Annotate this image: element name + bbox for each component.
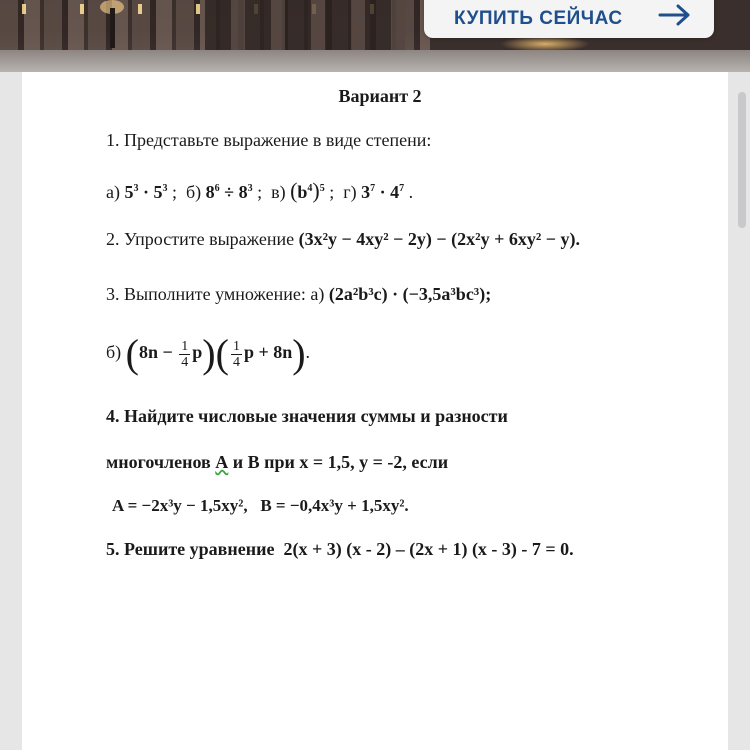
task-1a-label: а) — [106, 182, 120, 202]
buy-now-button[interactable] — [424, 0, 714, 38]
arrow-right-icon — [658, 4, 692, 26]
vertical-scrollbar[interactable] — [738, 92, 746, 228]
task-1b-label: б) — [186, 182, 202, 202]
task-1b-expr: $8^6 \div 8^3$ — [205, 182, 253, 202]
task-3b: б) (8n − $\frac{1}{4}$ p)( $\frac{1}{4}$ p + 8n). — [106, 331, 311, 376]
task-2-expr: (3x²y − 4xy² − 2y) − (2x²y + 6xy² − y). — [298, 229, 580, 249]
task-3b-label: б) — [106, 342, 122, 363]
task-1c-label: в) — [271, 182, 286, 202]
task-3b-term: 8n − — [138, 342, 173, 363]
polynomial-A: A = −2x³y − 1,5xy², — [112, 496, 248, 515]
document-page — [22, 72, 728, 750]
viewer-margin-left — [0, 72, 22, 750]
spellcheck-underline-A: А — [215, 452, 229, 472]
task-4-polynomials — [112, 496, 409, 516]
polynomial-B: B = −0,4x³y + 1,5xy². — [260, 496, 409, 515]
period: . — [305, 342, 311, 363]
task-2-heading: 2. Упростите выражение — [106, 229, 295, 249]
task-2 — [106, 229, 580, 250]
task-3a-expr: (2a²b³c) · (−3,5a³bc³); — [328, 284, 492, 304]
task-3b-term: p — [192, 342, 203, 363]
task-1-items — [106, 178, 413, 204]
task-1a-expr: $5^3 \cdot 5^3$ — [124, 182, 168, 202]
lamp-post — [110, 8, 115, 48]
task-1d-label: г) — [343, 182, 357, 202]
task-1c-expr: $(b^4)^5$ — [290, 178, 325, 203]
task-5 — [106, 539, 574, 560]
task-4-line-2 — [106, 452, 448, 473]
fraction: $\frac{1}{4}$ — [181, 338, 189, 370]
separator: ; — [257, 182, 263, 202]
task-1-heading: 1. Представьте выражение в виде степени: — [106, 130, 432, 150]
fraction: $\frac{1}{4}$ — [232, 338, 240, 370]
task-1d-expr: $3^7 \cdot 4^7$ — [361, 182, 405, 202]
task-4-line-1: 4. Найдите числовые значения суммы и разности — [106, 406, 508, 426]
street — [0, 50, 750, 72]
task-3 — [106, 284, 491, 305]
separator: ; — [329, 182, 335, 202]
building-doors — [205, 0, 405, 52]
variant-title: Вариант 2 — [338, 86, 422, 106]
separator: ; — [172, 182, 178, 202]
buy-now-label: КУПИТЬ СЕЙЧАС — [454, 8, 623, 29]
task-3b-term: p + 8n — [243, 342, 293, 363]
task-3-heading: 3. Выполните умножение: а) — [106, 284, 325, 304]
task-5-heading: 5. Решите уравнение — [106, 539, 275, 559]
task-4-text: многочленов — [106, 452, 211, 472]
task-5-equation: 2(x + 3) (x - 2) – (2x + 1) (x - 3) - 7 = 0. — [283, 539, 574, 559]
task-4-text: и В при x = 1,5, y = -2, если — [232, 452, 449, 472]
period: . — [408, 182, 414, 202]
